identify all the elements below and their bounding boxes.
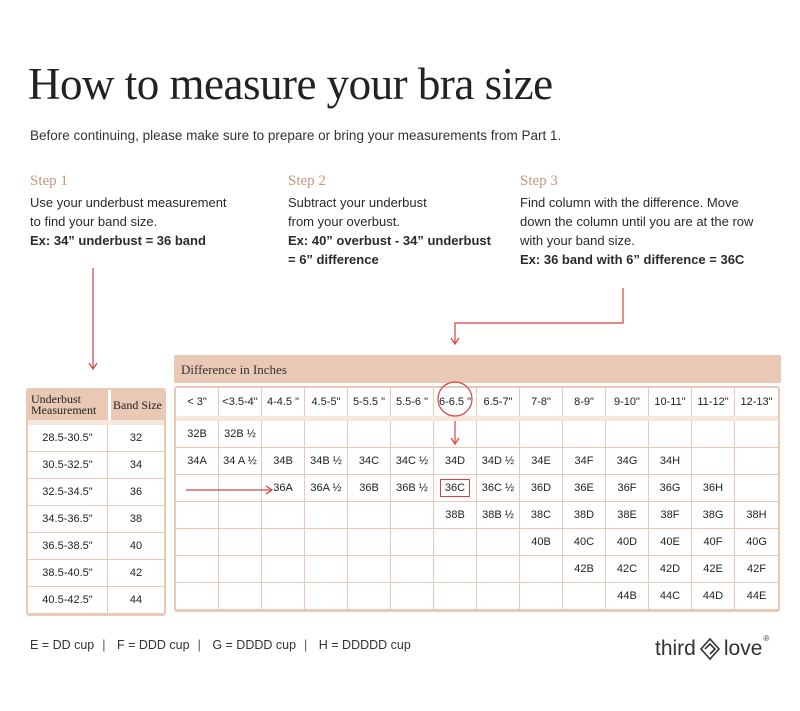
step-1-line: to find your band size. <box>30 214 158 229</box>
size-value: 44C <box>659 590 681 602</box>
size-value: 36C ½ <box>481 482 515 494</box>
difference-column-header: 12-13" <box>740 396 773 408</box>
size-value: 36A <box>273 482 293 494</box>
size-value: 36F <box>617 482 637 494</box>
difference-column-header: 8-9" <box>563 388 606 416</box>
size-value: 34D ½ <box>481 455 515 467</box>
column-highlight-circle <box>438 382 472 416</box>
size-value: 34D <box>444 455 466 467</box>
band-cell: 32 <box>108 425 164 452</box>
size-value: 40E <box>660 536 680 548</box>
size-value: 42D <box>659 563 681 575</box>
size-value: 38E <box>617 509 637 521</box>
size-value: 38B <box>445 509 465 521</box>
diamond-logo-icon <box>699 637 721 661</box>
step-2-example: = 6” difference <box>288 252 379 267</box>
underbust-header-line: Underbust <box>31 392 81 406</box>
step-1-heading: Step 1 <box>30 173 68 189</box>
size-value: 42F <box>747 563 766 575</box>
size-value: 34G <box>616 455 638 467</box>
size-value: 34C <box>358 455 380 467</box>
band-cell: 44 <box>108 587 164 614</box>
brand-word: love <box>723 637 763 660</box>
step-3-heading: Step 3 <box>520 173 558 189</box>
underbust-cell: 28.5-30.5" <box>28 425 108 452</box>
legend-separator: | <box>102 638 106 652</box>
band-cell: 40 <box>108 533 164 560</box>
size-value: 38C <box>530 509 552 521</box>
step-2-line: from your overbust. <box>288 214 400 229</box>
row-arrow-icon <box>186 486 272 494</box>
difference-column-header: 9-10" <box>606 388 649 416</box>
underbust-cell: 34.5-36.5" <box>28 506 108 533</box>
size-value: 40G <box>746 536 767 548</box>
legend-item: E = DD cup <box>30 638 95 652</box>
step-1-example: Ex: 34” underbust = 36 band <box>30 233 206 248</box>
band-cell: 42 <box>108 560 164 587</box>
difference-column-header: <3.5-4" <box>219 388 262 416</box>
size-value: 34H <box>659 455 681 467</box>
size-value: 40D <box>616 536 638 548</box>
underbust-header-line: Measurement <box>31 403 97 417</box>
step-3-arrow-icon <box>451 288 623 344</box>
step-3-line: with your band size. <box>520 233 635 248</box>
difference-header-label: Difference in Inches <box>181 362 287 377</box>
underbust-cell: 36.5-38.5" <box>28 533 108 560</box>
band-size-header: Band Size <box>108 390 164 420</box>
step-1-arrow-icon <box>89 268 97 369</box>
size-value: 36G <box>659 482 681 494</box>
page-title: How to measure your bra size <box>28 59 553 109</box>
difference-column-header: 5-5.5 " <box>348 388 391 416</box>
size-value: 40C <box>573 536 595 548</box>
size-value: 36E <box>574 482 594 494</box>
legend-separator: | <box>197 638 201 652</box>
difference-column-header: 4-4.5 " <box>262 388 305 416</box>
step-1-line: Use your underbust measurement <box>30 195 227 210</box>
size-value: 36B ½ <box>396 482 428 494</box>
size-value: 34A <box>187 455 207 467</box>
size-value: 34 A ½ <box>223 455 257 467</box>
difference-column-header: 10-11" <box>649 388 692 416</box>
column-down-arrow-icon <box>451 421 459 444</box>
legend-item: G = DDDD cup <box>212 638 297 652</box>
size-value: 40B <box>531 536 551 548</box>
legend-separator: | <box>304 638 308 652</box>
step-3-example: Ex: 36 band with 6” difference = 36C <box>520 252 745 267</box>
size-value: 42C <box>616 563 638 575</box>
size-value: 34F <box>574 455 594 467</box>
legend-item: F = DDD cup <box>117 638 190 652</box>
size-value: 44B <box>617 590 637 602</box>
size-value: 38H <box>746 509 767 521</box>
underbust-cell: 38.5-40.5" <box>28 560 108 587</box>
size-value: 38F <box>660 509 680 521</box>
intro-text: Before continuing, please make sure to prepare or bring your measurements from Part 1. <box>30 128 562 143</box>
size-value: 32B <box>187 428 207 440</box>
size-value: 42E <box>703 563 723 575</box>
underbust-cell: 30.5-32.5" <box>28 452 108 479</box>
size-value: 44D <box>702 590 724 602</box>
band-cell: 38 <box>108 506 164 533</box>
size-value: 38G <box>702 509 724 521</box>
legend-item: H = DDDDD cup <box>318 638 411 652</box>
cup-legend <box>30 638 411 652</box>
difference-column-header: 6.5-7" <box>477 388 520 416</box>
step-3-line: Find column with the difference. Move <box>520 195 739 210</box>
size-value: 34B ½ <box>310 455 342 467</box>
step-3-line: down the column until you are at the row <box>520 214 754 229</box>
brand-word: third <box>655 637 696 660</box>
difference-column-header: 7-8" <box>520 388 563 416</box>
size-value: 40F <box>703 536 723 548</box>
size-value: 38B ½ <box>482 509 514 521</box>
size-value: 44E <box>746 590 767 602</box>
size-value: 34C ½ <box>395 455 429 467</box>
difference-column-header: 5.5-6 " <box>391 388 434 416</box>
registered-mark: ® <box>763 634 770 643</box>
size-value: 38D <box>573 509 595 521</box>
band-cell: 36 <box>108 479 164 506</box>
step-2-example: Ex: 40” overbust - 34” underbust <box>288 233 491 248</box>
size-value: 36H <box>702 482 724 494</box>
difference-column-header: 6-6.5 " <box>434 388 477 416</box>
size-value: 42B <box>574 563 594 575</box>
size-value: 34B <box>273 455 293 467</box>
highlighted-size: 36C <box>440 479 470 497</box>
step-2-line: Subtract your underbust <box>288 195 427 210</box>
band-cell: 34 <box>108 452 164 479</box>
underbust-cell: 32.5-34.5" <box>28 479 108 506</box>
size-value: 36D <box>530 482 552 494</box>
step-2-heading: Step 2 <box>288 173 326 189</box>
size-value: 36A ½ <box>310 482 342 494</box>
size-value: 32B ½ <box>224 428 256 440</box>
difference-column-header: < 3" <box>176 388 219 416</box>
difference-column-header: 4.5-5" <box>305 388 348 416</box>
size-value: 36B <box>359 482 379 494</box>
brand-logo <box>655 634 769 664</box>
underbust-cell: 40.5-42.5" <box>28 587 108 614</box>
difference-column-header: 11-12" <box>692 388 735 416</box>
size-value: 34E <box>531 455 551 467</box>
